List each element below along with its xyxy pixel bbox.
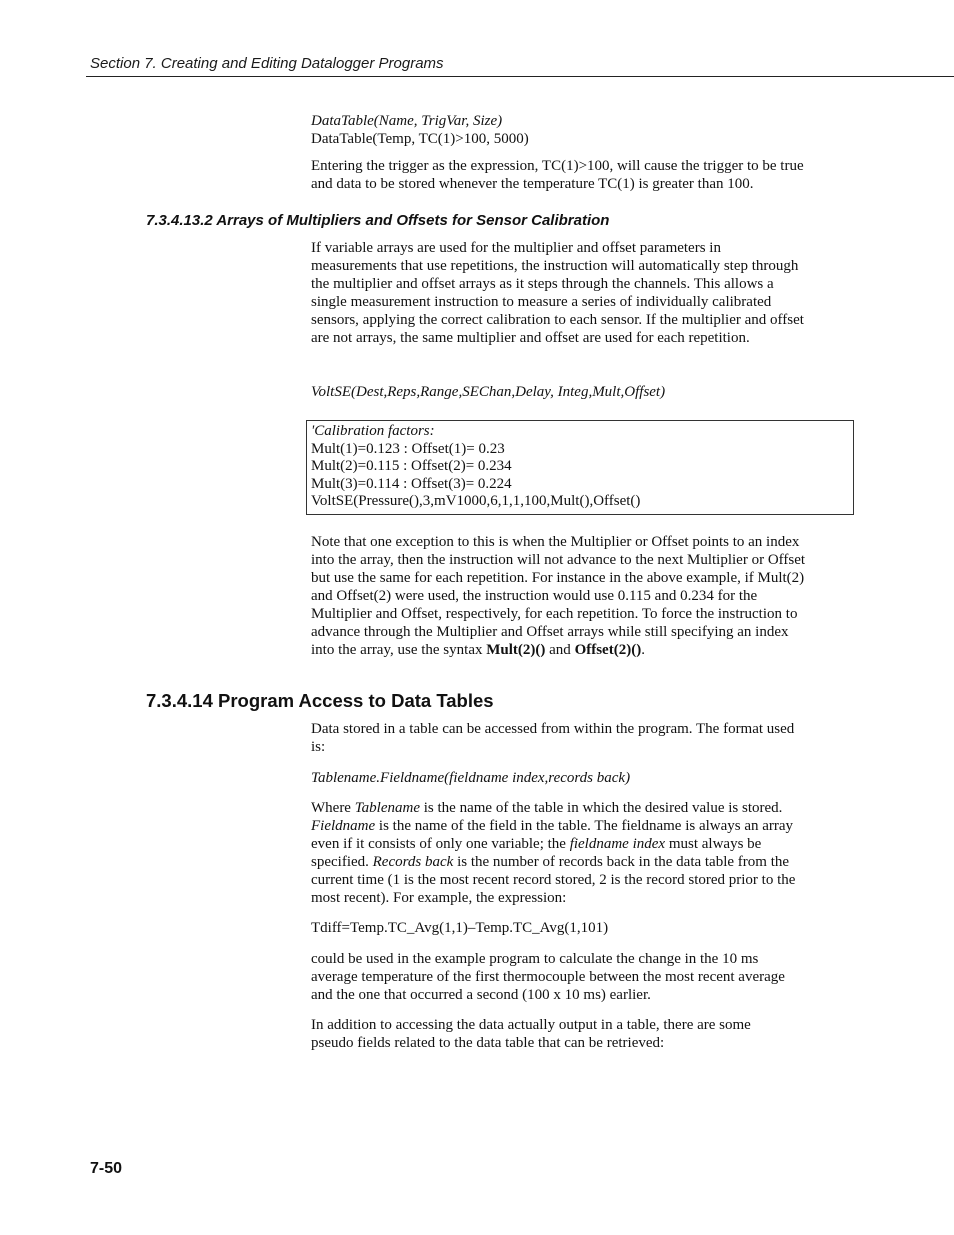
tablename-term: Tablename bbox=[354, 800, 420, 816]
text-span: is the name of the field in the table. The fieldname is always an array even if it consists of only one variable; the bbox=[311, 818, 794, 852]
trigger-paragraph: Entering the trigger as the expression, TC(1)>100, will cause the trigger to be true and data to be stored whenever the temperature TC(1) is greater than 100. bbox=[311, 158, 804, 192]
records-back-term: Records back bbox=[372, 854, 454, 870]
code-line: Mult(3)=0.114 : Offset(3)= 0.224 bbox=[311, 475, 512, 492]
and-text: and bbox=[545, 642, 575, 658]
where-paragraph bbox=[311, 799, 811, 907]
code-line: Mult(2)=0.115 : Offset(2)= 0.234 bbox=[311, 458, 512, 475]
code-line: Mult(1)=0.123 : Offset(1)= 0.23 bbox=[311, 440, 505, 457]
period-text: . bbox=[641, 642, 645, 658]
code-line: 'Calibration factors: bbox=[311, 423, 435, 439]
mult-syntax: Mult(2)() bbox=[486, 642, 546, 658]
datatable-syntax: DataTable(Name, TrigVar, Size) bbox=[311, 113, 503, 129]
section-heading-7-3-4-14: 7.3.4.14 Program Access to Data Tables bbox=[146, 690, 494, 711]
section-heading-7-3-4-13-2: 7.3.4.13.2 Arrays of Multipliers and Offsets for Sensor Calibration bbox=[146, 212, 610, 229]
tablename-syntax: Tablename.Fieldname(fieldname index,records back) bbox=[311, 770, 631, 786]
datatable-example: DataTable(Temp, TC(1)>100, 5000) bbox=[311, 131, 529, 147]
voltse-syntax: VoltSE(Dest,Reps,Range,SEChan,Delay, Integ,Mult,Offset) bbox=[311, 384, 666, 400]
text-span: must always be specified. bbox=[311, 836, 762, 870]
example-explanation-paragraph: could be used in the example program to calculate the change in the 10 ms average temperature of the first thermocouple between the most recent average and the one that occurred a second (100 x 10 ms) earlier. bbox=[311, 951, 785, 1003]
text-span: is the name of the table in which the desired value is stored. bbox=[420, 800, 783, 816]
fieldname-term: Fieldname bbox=[311, 818, 376, 834]
text-span: Where bbox=[311, 800, 355, 816]
exception-paragraph bbox=[311, 533, 811, 659]
arrays-paragraph: If variable arrays are used for the multiplier and offset parameters in measurements that use repetitions, the instruction will automatically step through the multiplier and offset arrays as it steps through the channels. This allows a single measurement instruction to measure a series of individually calibrated sensors, applying the correct calibration to each sensor. If the multiplier and offset are not arrays, the same multiplier and offset are used for each repetition. bbox=[311, 240, 804, 346]
pseudo-fields-paragraph: In addition to accessing the data actually output in a table, there are some pseudo fields related to the data table that can be retrieved: bbox=[311, 1017, 751, 1051]
running-header: Section 7. Creating and Editing Datalogger Programs bbox=[90, 55, 444, 72]
header-rule bbox=[86, 76, 954, 77]
offset-syntax: Offset(2)() bbox=[574, 642, 642, 658]
code-line: VoltSE(Pressure(),3,mV1000,6,1,1,100,Mult(),Offset() bbox=[311, 493, 641, 510]
exception-text: Note that one exception to this is when the Multiplier or Offset points to an index into the array, then the instruction will not advance to the next Multiplier or Offset but use the same for each repetition. For instance in the above example, if Mult(2) and Offset(2) were used, the instruction would use 0.115 and 0.234 for the Multiplier and Offset, respectively, for each repetition. To force the instruction to advance through the Multiplier and Offset arrays while still specifying an index into the array, use the syntax bbox=[311, 534, 806, 658]
text-span: is the number of records back in the data table from the current time (1 is the most recent record stored, 2 is the record stored prior to the most recent). For example, the expression: bbox=[311, 854, 796, 906]
page-number: 7-50 bbox=[90, 1160, 123, 1177]
tdiff-expression: Tdiff=Temp.TC_Avg(1,1)–Temp.TC_Avg(1,101) bbox=[311, 920, 609, 936]
data-access-paragraph: Data stored in a table can be accessed from within the program. The format used is: bbox=[311, 721, 795, 755]
fieldname-index-term: fieldname index bbox=[569, 836, 666, 852]
code-example-box bbox=[306, 420, 854, 515]
